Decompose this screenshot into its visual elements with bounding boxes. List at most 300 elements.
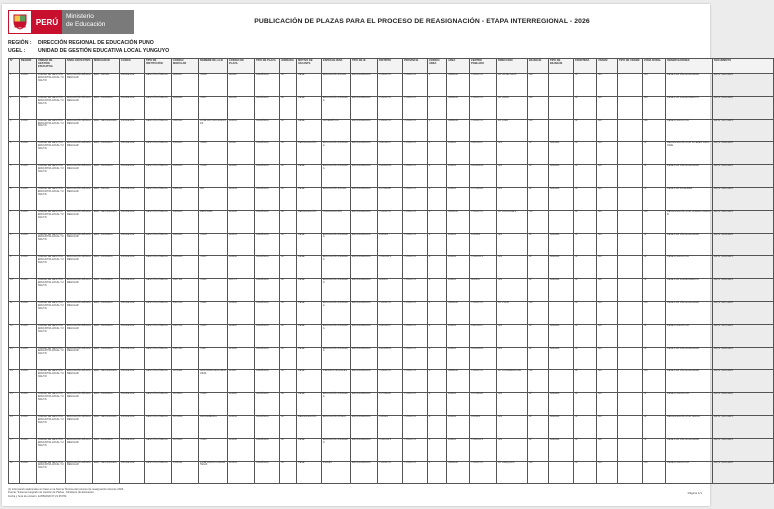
column-header: BILINGÜE bbox=[528, 59, 549, 74]
table-cell: UNICACHI bbox=[378, 324, 403, 347]
table-cell: NO bbox=[528, 119, 549, 142]
table-cell: AIMARA bbox=[549, 347, 574, 370]
table-cell: SÍ bbox=[528, 347, 549, 370]
table-cell: RD N° 0145-2025 bbox=[713, 96, 774, 119]
table-row bbox=[9, 415, 774, 438]
table-cell: NO bbox=[597, 187, 618, 210]
column-header: NOMBRE DE LA IE bbox=[199, 59, 228, 74]
table-cell: AIMARA bbox=[549, 165, 574, 188]
table-cell: YUNGUYO bbox=[470, 370, 497, 393]
table-cell: PROFESOR bbox=[120, 74, 145, 97]
table-cell: SÍ bbox=[643, 324, 666, 347]
table-cell: NO bbox=[643, 119, 666, 142]
table-cell: EBR - PRIMARIA bbox=[93, 96, 120, 119]
table-cell: 17 bbox=[9, 438, 20, 461]
table-header-row bbox=[9, 59, 774, 74]
table-cell: NO bbox=[643, 96, 666, 119]
table-cell: 70107 bbox=[199, 256, 228, 279]
table-cell: COPANI bbox=[378, 415, 403, 438]
table-row bbox=[9, 165, 774, 188]
table-cell: YUNGUYO bbox=[470, 210, 497, 233]
table-cell: 0567445 bbox=[172, 347, 199, 370]
table-cell: JR. LIMA bbox=[497, 119, 528, 142]
table-cell: 1 bbox=[428, 96, 447, 119]
table-cell: PUNO bbox=[20, 393, 37, 416]
table-row bbox=[9, 279, 774, 302]
table-cell: SÍ bbox=[574, 96, 597, 119]
column-header: DISTRITO bbox=[378, 59, 403, 74]
table-cell: YUNGUYO bbox=[403, 301, 428, 324]
table-cell: EBR - SECUNDARIA bbox=[93, 370, 120, 393]
table-cell: PUNO bbox=[20, 187, 37, 210]
table-cell: 3 bbox=[9, 119, 20, 142]
table-cell bbox=[618, 415, 643, 438]
table-cell: ESCOLARIZADA bbox=[351, 370, 378, 393]
table-cell: EDUCACIÓN BÁSICA REGULAR bbox=[66, 415, 93, 438]
table-cell: 70098 bbox=[199, 142, 228, 165]
table-cell: 13 bbox=[9, 347, 20, 370]
table-cell: NO bbox=[597, 119, 618, 142]
table-row bbox=[9, 438, 774, 461]
table-cell: COPANI bbox=[470, 415, 497, 438]
table-cell: SÍ bbox=[643, 165, 666, 188]
table-cell: 0678223 bbox=[172, 393, 199, 416]
table-cell: 113117 bbox=[228, 370, 255, 393]
table-cell: 5 bbox=[9, 165, 20, 188]
table-cell: GESTIÓN PÚBLICA bbox=[145, 165, 172, 188]
table-cell: YUNGUYO bbox=[403, 415, 428, 438]
table-cell: ANAPIA bbox=[378, 279, 403, 302]
table-cell: 0678334 bbox=[172, 415, 199, 438]
table-cell bbox=[549, 461, 574, 484]
table-cell: YUNGUYO bbox=[378, 370, 403, 393]
table-cell: SÍ bbox=[528, 393, 549, 416]
table-cell: JR. BOLOGNESI bbox=[497, 210, 528, 233]
table-cell: ORGÁNICA bbox=[255, 74, 280, 97]
table-cell: NO bbox=[597, 415, 618, 438]
table-cell bbox=[618, 438, 643, 461]
table-cell: JR. AREQUIPA bbox=[497, 461, 528, 484]
table-cell: RD N° 0302-2025 bbox=[713, 393, 774, 416]
table-cell: ORGÁNICA bbox=[255, 279, 280, 302]
column-header: DOCUMENTO bbox=[713, 59, 774, 74]
table-cell: COPANI bbox=[470, 233, 497, 256]
table-row bbox=[9, 461, 774, 484]
column-header: CÓDIGO MODULAR bbox=[172, 59, 199, 74]
table-cell: 2 bbox=[428, 256, 447, 279]
table-cell: 0456445 bbox=[172, 256, 199, 279]
table-cell: SÍ bbox=[528, 142, 549, 165]
table-cell: ORGÁNICA bbox=[255, 438, 280, 461]
table-cell bbox=[618, 119, 643, 142]
table-cell: RURAL bbox=[447, 324, 470, 347]
plazas-table bbox=[8, 58, 774, 484]
column-header: TIPO DE PLAZA bbox=[255, 59, 280, 74]
table-cell: S/N bbox=[497, 187, 528, 210]
table-cell bbox=[618, 233, 643, 256]
table-cell: 12 bbox=[9, 324, 20, 347]
table-cell: EDUCACIÓN INICIAL bbox=[322, 187, 351, 210]
table-cell: 9 bbox=[9, 256, 20, 279]
table-cell: SÍ bbox=[574, 324, 597, 347]
table-cell: RD N° 0335-2025 bbox=[713, 461, 774, 484]
table-cell: SÍ bbox=[528, 415, 549, 438]
table-cell: AIMARA bbox=[549, 393, 574, 416]
table-cell: AV. GRAU bbox=[497, 96, 528, 119]
table-cell: GESTIÓN PÚBLICA bbox=[145, 438, 172, 461]
table-cell: 70102 bbox=[199, 165, 228, 188]
table-cell: 0678112 bbox=[172, 370, 199, 393]
table-cell: EBR - PRIMARIA bbox=[93, 256, 120, 279]
column-header: NIVEL EDUCATIVO bbox=[66, 59, 93, 74]
table-cell: ESCOLARIZADA bbox=[351, 96, 378, 119]
table-cell: 112440 bbox=[228, 210, 255, 233]
table-cell: 30 bbox=[280, 393, 297, 416]
table-cell: GESTIÓN PÚBLICA bbox=[145, 187, 172, 210]
document-page bbox=[2, 4, 733, 506]
table-cell: 7 bbox=[9, 210, 20, 233]
column-header: CÓDIGO ÁREA bbox=[428, 59, 447, 74]
table-cell: EDUCACIÓN PRIMARIA bbox=[322, 393, 351, 416]
table-cell: EBR - PRIMARIA bbox=[93, 142, 120, 165]
table-cell: EDUCACIÓN BÁSICA REGULAR bbox=[66, 324, 93, 347]
table-cell: ESCOLARIZADA bbox=[351, 256, 378, 279]
table-cell: 30 bbox=[280, 324, 297, 347]
column-header: CÓDIGO DE PLAZA bbox=[228, 59, 255, 74]
table-cell: YUNGUYO bbox=[403, 256, 428, 279]
table-cell: YUNGUYO bbox=[403, 233, 428, 256]
table-cell: NO bbox=[528, 210, 549, 233]
table-cell: SÍ bbox=[574, 233, 597, 256]
table-cell: S/N bbox=[497, 279, 528, 302]
table-cell: AIMARA bbox=[549, 438, 574, 461]
table-cell: TINICACHI bbox=[470, 256, 497, 279]
table-cell: PROFESOR bbox=[120, 301, 145, 324]
table-cell: 10 bbox=[9, 279, 20, 302]
table-cell: S/N bbox=[497, 142, 528, 165]
table-cell: OLLARAYA bbox=[378, 347, 403, 370]
table-cell: GESTIÓN PÚBLICA bbox=[145, 119, 172, 142]
table-cell: ESCOLARIZADA bbox=[351, 279, 378, 302]
table-cell bbox=[618, 279, 643, 302]
footer-line-2: Fuente: Sistema Integrado de Gestión de Plazas - Ministerio de Educación. bbox=[8, 491, 95, 495]
table-cell: UNIDAD DE GESTIÓN EDUCATIVA LOCAL YUNGUYO bbox=[37, 142, 66, 165]
table-cell: CESE POR FALLECIMIENTO bbox=[666, 96, 713, 119]
column-header: ÁREA bbox=[447, 59, 470, 74]
table-cell: SÍ bbox=[574, 119, 597, 142]
table-cell: 0567334 bbox=[172, 324, 199, 347]
table-cell: NO bbox=[597, 301, 618, 324]
table-cell: RD N° 0289-2025 bbox=[713, 347, 774, 370]
table-cell: EBR - PRIMARIA bbox=[93, 438, 120, 461]
footer-line-1: (1) Información elaborada con base en la Norma Técnica del proceso de reasignación docente 2026. bbox=[8, 488, 124, 491]
table-cell: 1 bbox=[428, 74, 447, 97]
table-cell: RD N° 0245-2025 bbox=[713, 256, 774, 279]
table-cell: PUNO bbox=[20, 142, 37, 165]
table-cell: JR. PUNO bbox=[497, 301, 528, 324]
table-cell: S/N bbox=[497, 324, 528, 347]
table-cell: SÍ bbox=[574, 461, 597, 484]
table-cell: CUTURAPI bbox=[470, 187, 497, 210]
table-cell bbox=[549, 74, 574, 97]
column-header: TIPO DE INSTITUCIÓN bbox=[145, 59, 172, 74]
table-cell: RURAL bbox=[447, 438, 470, 461]
table-cell bbox=[549, 210, 574, 233]
table-cell: EBR - PRIMARIA bbox=[93, 347, 120, 370]
table-cell: URBANA bbox=[447, 119, 470, 142]
table-cell: 1 bbox=[9, 74, 20, 97]
table-cell: CESE bbox=[297, 301, 322, 324]
table-cell: RD N° 0212-2025 bbox=[713, 187, 774, 210]
table-cell: CESE bbox=[297, 347, 322, 370]
table-cell: 70117 bbox=[199, 347, 228, 370]
table-cell: ESCOLARIZADA bbox=[351, 438, 378, 461]
table-cell: CESE POR LÍMITE DE EDAD bbox=[666, 74, 713, 97]
table-row bbox=[9, 96, 774, 119]
table-cell: GESTIÓN PÚBLICA bbox=[145, 461, 172, 484]
table-cell: CESE bbox=[297, 96, 322, 119]
table-cell: EDUCACIÓN BÁSICA REGULAR bbox=[66, 210, 93, 233]
table-cell: CUTURAPI bbox=[378, 393, 403, 416]
table-cell: EDUCACIÓN PRIMARIA bbox=[322, 347, 351, 370]
table-cell: CESE POR LÍMITE DE EDAD bbox=[666, 165, 713, 188]
table-cell: EBR - PRIMARIA bbox=[93, 233, 120, 256]
table-cell: CESE A SOLICITUD bbox=[666, 393, 713, 416]
table-cell: 30 bbox=[280, 96, 297, 119]
table-row bbox=[9, 347, 774, 370]
table-cell: PROFESOR bbox=[120, 165, 145, 188]
table-cell: NO bbox=[597, 96, 618, 119]
table-cell: ORGÁNICA bbox=[255, 142, 280, 165]
table-cell: EDUCACIÓN PRIMARIA bbox=[322, 256, 351, 279]
table-cell: INGLÉS bbox=[322, 461, 351, 484]
table-cell: REASIGNACIÓN POR INTERÉS PERSONAL bbox=[666, 142, 713, 165]
table-cell: ORGÁNICA bbox=[255, 347, 280, 370]
table-cell: PROFESOR bbox=[120, 142, 145, 165]
table-cell: UNIDAD DE GESTIÓN EDUCATIVA LOCAL YUNGUYO bbox=[37, 233, 66, 256]
table-cell: CESE bbox=[297, 393, 322, 416]
table-cell: CESE POR LÍMITE DE EDAD bbox=[666, 347, 713, 370]
table-cell: SÍ bbox=[643, 438, 666, 461]
table-cell: PERÚ BIRF bbox=[199, 210, 228, 233]
table-cell bbox=[618, 142, 643, 165]
logo-ministry-line1: Ministerio bbox=[66, 13, 94, 20]
table-cell: EDUCACIÓN BÁSICA REGULAR bbox=[66, 74, 93, 97]
table-cell bbox=[618, 210, 643, 233]
table-cell: ESCOLARIZADA bbox=[351, 187, 378, 210]
table-row bbox=[9, 301, 774, 324]
table-cell: NO bbox=[597, 142, 618, 165]
logo-country: PERÚ bbox=[32, 10, 62, 34]
table-cell: ESCOLARIZADA bbox=[351, 119, 378, 142]
table-cell: UNIDAD DE GESTIÓN EDUCATIVA LOCAL YUNGUYO bbox=[37, 461, 66, 484]
column-header: PROVINCIA bbox=[403, 59, 428, 74]
table-cell: SÍ bbox=[643, 279, 666, 302]
table-row bbox=[9, 256, 774, 279]
table-cell: GESTIÓN PÚBLICA bbox=[145, 74, 172, 97]
table-cell: 30 bbox=[280, 438, 297, 461]
table-cell: 112117 bbox=[228, 142, 255, 165]
table-row bbox=[9, 370, 774, 393]
table-cell: PUNO bbox=[20, 324, 37, 347]
table-cell: 0234890 bbox=[172, 96, 199, 119]
table-cell: SÍ bbox=[574, 279, 597, 302]
table-cell: AIMARA bbox=[549, 142, 574, 165]
table-cell: 112884 bbox=[228, 301, 255, 324]
table-cell: 2 bbox=[428, 324, 447, 347]
table-cell: CESE POR FALLECIMIENTO bbox=[666, 279, 713, 302]
table-cell: YUNGUYO bbox=[470, 96, 497, 119]
table-cell: URBANA bbox=[447, 74, 470, 97]
table-cell: SÍ bbox=[574, 415, 597, 438]
table-cell: 0345345 bbox=[172, 165, 199, 188]
table-cell: TINICACHI bbox=[378, 256, 403, 279]
table-cell: 111241 bbox=[228, 74, 255, 97]
table-cell: REASIGNACIÓN POR SALUD bbox=[666, 415, 713, 438]
table-cell: 30 bbox=[280, 301, 297, 324]
table-cell: 70060 bbox=[199, 74, 228, 97]
table-cell: 0678445 bbox=[172, 438, 199, 461]
table-cell: CESE bbox=[297, 165, 322, 188]
table-cell: SÍ bbox=[574, 438, 597, 461]
table-cell: EDUCACIÓN PRIMARIA bbox=[322, 96, 351, 119]
table-cell: 2 bbox=[428, 393, 447, 416]
table-cell: 324 bbox=[199, 187, 228, 210]
table-cell: UNIDAD DE GESTIÓN EDUCATIVA LOCAL YUNGUYO bbox=[37, 96, 66, 119]
table-cell: REASIGNACIÓN bbox=[297, 415, 322, 438]
table-cell: CESE bbox=[297, 119, 322, 142]
table-cell: 0567112 bbox=[172, 279, 199, 302]
table-cell: NO bbox=[643, 210, 666, 233]
table-cell: AIMARA bbox=[549, 415, 574, 438]
table-cell: NO bbox=[597, 461, 618, 484]
table-cell: EDUCACIÓN BÁSICA REGULAR bbox=[66, 96, 93, 119]
table-cell: SÍ bbox=[574, 187, 597, 210]
table-cell: S/N bbox=[497, 233, 528, 256]
table-cell: RD N° 0223-2025 bbox=[713, 210, 774, 233]
table-cell: ORGÁNICA bbox=[255, 415, 280, 438]
table-cell: TINICACHI bbox=[470, 438, 497, 461]
table-cell: EDUCACIÓN BÁSICA REGULAR bbox=[66, 279, 93, 302]
table-cell: ORGÁNICA bbox=[255, 233, 280, 256]
table-cell: ORGÁNICA bbox=[255, 370, 280, 393]
table-cell: NO bbox=[597, 165, 618, 188]
table-cell: RURAL bbox=[447, 256, 470, 279]
table-cell: PUNO bbox=[20, 301, 37, 324]
table-cell: CESE A SOLICITUD bbox=[666, 119, 713, 142]
table-cell: SÍ bbox=[574, 142, 597, 165]
table-cell: RD N° 0189-2025 bbox=[713, 142, 774, 165]
table-cell: 1 bbox=[428, 370, 447, 393]
table-cell: PROFESOR bbox=[120, 233, 145, 256]
table-cell: AIMARA bbox=[549, 187, 574, 210]
table-cell: 1 bbox=[428, 119, 447, 142]
table-cell: SÍ bbox=[643, 347, 666, 370]
table-cell: RD N° 0324-2025 bbox=[713, 438, 774, 461]
table-cell: SÍ bbox=[643, 393, 666, 416]
table-cell: SÍ bbox=[574, 393, 597, 416]
table-cell bbox=[618, 301, 643, 324]
table-row bbox=[9, 119, 774, 142]
table-cell: RD N° 0234-2025 bbox=[713, 233, 774, 256]
table-cell: SÍ bbox=[574, 301, 597, 324]
table-cell: 112551 bbox=[228, 233, 255, 256]
table-cell: ORGÁNICA bbox=[255, 393, 280, 416]
table-cell: GESTIÓN PÚBLICA bbox=[145, 279, 172, 302]
table-cell: 15 bbox=[9, 393, 20, 416]
table-cell bbox=[549, 119, 574, 142]
table-cell bbox=[618, 324, 643, 347]
table-cell: ESCOLARIZADA bbox=[351, 301, 378, 324]
table-cell: URBANA bbox=[447, 461, 470, 484]
table-cell: 70110 bbox=[199, 279, 228, 302]
table-cell: NO bbox=[528, 370, 549, 393]
table-cell: YUNGUYO bbox=[403, 324, 428, 347]
table-cell: 14 bbox=[9, 370, 20, 393]
table-cell: UNICACHI bbox=[470, 142, 497, 165]
table-cell: 30 bbox=[280, 370, 297, 393]
table-cell: EDUCACIÓN PRIMARIA bbox=[322, 324, 351, 347]
ugel-line bbox=[8, 48, 169, 54]
table-cell: RURAL bbox=[447, 347, 470, 370]
table-cell: EBR - INICIAL bbox=[93, 187, 120, 210]
table-cell bbox=[618, 393, 643, 416]
region-line bbox=[8, 40, 154, 46]
table-cell: 112339 bbox=[228, 187, 255, 210]
table-cell: S/N bbox=[497, 393, 528, 416]
table-cell: PROFESOR bbox=[120, 96, 145, 119]
table-cell: EBR - PRIMARIA bbox=[93, 393, 120, 416]
table-cell: 0789112 bbox=[172, 461, 199, 484]
table-cell: EDUCACIÓN BÁSICA REGULAR bbox=[66, 347, 93, 370]
table-cell: PUNO bbox=[20, 210, 37, 233]
table-cell: CESE bbox=[297, 233, 322, 256]
footer-line-3: Fecha y hora de emisión: 12/05/2026 07:21:35 PM bbox=[8, 494, 67, 498]
table-cell: RD N° 0291-2025 bbox=[713, 370, 774, 393]
table-cell: PUNO bbox=[20, 279, 37, 302]
table-cell: YUNGUYO bbox=[403, 187, 428, 210]
table-cell: YUNGUYO bbox=[403, 393, 428, 416]
table-cell: 112662 bbox=[228, 256, 255, 279]
table-cell: ESCOLARIZADA bbox=[351, 347, 378, 370]
table-cell: PUNO bbox=[20, 438, 37, 461]
table-cell: EBR - PRIMARIA bbox=[93, 301, 120, 324]
table-cell: SÍ bbox=[643, 415, 666, 438]
table-cell: 70115 bbox=[199, 324, 228, 347]
table-cell: 113228 bbox=[228, 393, 255, 416]
table-cell: S/N bbox=[497, 165, 528, 188]
table-cell: CESE bbox=[297, 461, 322, 484]
table-cell: RD N° 0256-2025 bbox=[713, 279, 774, 302]
table-cell: COPANI bbox=[378, 233, 403, 256]
table-cell: EBR - PRIMARIA bbox=[93, 324, 120, 347]
table-cell: 30 bbox=[280, 233, 297, 256]
table-cell: PROFESOR bbox=[120, 438, 145, 461]
table-cell: CESE A SOLICITUD bbox=[666, 324, 713, 347]
column-header: VRAEM bbox=[597, 59, 618, 74]
region-label: REGIÓN : bbox=[8, 40, 32, 46]
table-cell: SÍ bbox=[643, 256, 666, 279]
table-cell: ORGÁNICA bbox=[255, 119, 280, 142]
table-cell: 30 bbox=[280, 74, 297, 97]
table-cell: NO bbox=[597, 74, 618, 97]
table-cell: 0345233 bbox=[172, 142, 199, 165]
table-cell: YUNGUYO bbox=[403, 210, 428, 233]
table-cell: YUNGUYO bbox=[403, 165, 428, 188]
table-cell: CESE POR LÍMITE DE EDAD bbox=[666, 438, 713, 461]
table-cell: NO bbox=[597, 279, 618, 302]
table-cell: 1 bbox=[428, 210, 447, 233]
